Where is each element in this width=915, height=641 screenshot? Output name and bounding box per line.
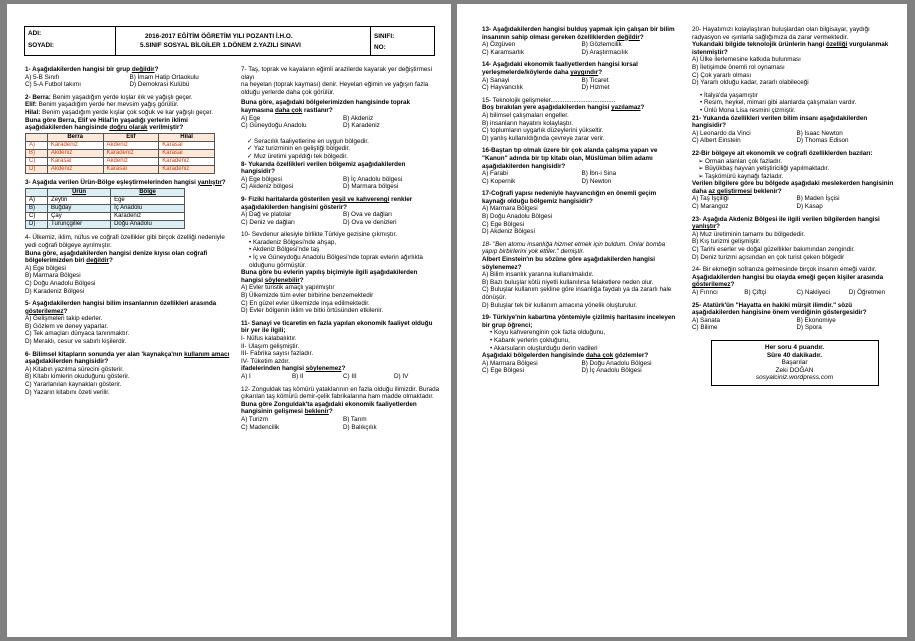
name-label: ADI:: [28, 30, 42, 37]
exam-title-line1: 2016-2017 EĞİTİM ÖĞRETİM YILI POZANTI İ.H.O.: [145, 33, 293, 40]
surname-label: SOYADI:: [28, 42, 55, 49]
exam-page-left: [7, 4, 451, 637]
question-2: 2- Berra: Benim yaşadığım yerde kışlar ılık ve yağışlı geçer. Elif: Benim yaşadığım yerde her mevsim yağış görülür. Hilal: Benim yaşadığım yerde kışlar çok soğuk ve kar yağışlı geçer. Buna göre Berra, Elif ve Hilal'in yaşadığı yerlerin iklimi aşağıdakilerden hangisinde doğru olarak verilmiştir? Berra Elif Hilal A) Karadeniz Akdeniz Karasal B) Akdeniz Karadeniz Karasal C) Karasal Akdeniz Karadeniz D) Akdeniz Karasal Karadeniz: [25, 94, 230, 174]
table-row: D) Turunçgiller Doğu Anadolu: [26, 221, 185, 229]
question-3: 3- Aşağıda verilen Ürün-Bölge eşleştirmelerinden hangisi yanlıştır? Ürün Bölge A) Zeytin Ege B) Buğday İç Anadolu C) Çay Karadeniz D) Turunçgiller Doğu Anadolu: [25, 178, 226, 228]
question-15: 15- Teknolojik gelişmeler..................................... Boş bırakılan yere aşağıdakilerden hangisi yazılamaz? A) bilimsel çalışmaları engeller. B) insanların hayatını kolaylaştır. C) toplumların uygarlık düzeylerini yükseltir. D) yanlış kullanıldığında çevreye zarar verir.: [482, 96, 645, 142]
question-16: 16-Baştan tıp olmak üzere bir çok alanda çalışma yapan ve "Kanun" adında bir tıp kitabı olan, Müslüman bilim adamı aşağıdakilerden hangisidir? A) Farabi B) İbn-i Sina C) Kopernik D) Newton: [482, 147, 658, 185]
table-row: B) Akdeniz Karadeniz Karasal: [26, 149, 215, 157]
class-label: SINIFI:: [374, 33, 395, 40]
exam-header: [24, 26, 435, 56]
table-row: C) Çay Karadeniz: [26, 213, 185, 221]
question-17: 17-Coğrafi yapısı nedeniyle hayvancılığın en önemli geçim kaynağı olduğu bölgemiz hangisidir? A) Marmara Bölgesi B) Doğu Anadolu Bölgesi C) Ege Bölgesi D) Akdeniz Bölgesi: [482, 190, 657, 236]
question-9: 9- Fiziki haritalarda gösterilen yeşil ve kahverengi renkler aşağıdakilerden hangisini gösterir? A) Dağ ve platolar B) Ova ve dağları C) Deniz ve dağları D) Ova ve denizleri: [241, 195, 413, 226]
climate-table: Berra Elif Hilal A) Karadeniz Akdeniz Karasal B) Akdeniz Karadeniz Karasal C) Karasal Akdeniz Karadeniz D) Akdeniz Karasal Karadeniz: [25, 133, 215, 174]
question-12: 12- Zonguldak taş kömürü yataklarının en fazla olduğu ilimizdir. Burada çıkarılan taş kömürü demir-çelik fabrikalarına ham madde olmaktadır. Buna göre Zonguldak'ta aşağıdaki ekonomik faaliyetlerden hangisinin gelişmesi beklenir? A) Turizm B) Tarım C) Madencilik D) Balıkçılık: [241, 385, 440, 431]
question-8: ✓ Seracılık faaliyetlerine en uygun bölgedir. ✓ Yaz turizminin en geliştiği bölgedir. ✓ Muz üretimi yapıldığı tek bölgedir. 8- Yukarıda özellikleri verilen bölgemiz aşağıdakilerden hangisidir? A) Ege bölgesi B) İç Anadolu bölgesi C) Akdeniz bölgesi D) Marmara bölgesi: [241, 138, 441, 191]
question-11: 11- Sanayi ve ticaretin en fazla yapılan ekonomik faaliyet olduğu bir yer ile ilgili; I- Nüfus kalabalıktır. II- Ulaşım gelişmiştir. III- Fabrika sayısı fazladır. IV- Tüketim azdır. ifadelerinden hangisi söylenemez? A) I B) II C) III D) IV: [241, 319, 433, 380]
question-14: 14- Aşağıdaki ekonomik faaliyetlerden hangisi kırsal yerleşmelerde/köylerde daha yaygındır? A) Sanayi B) Ticaret C) Hayvancılık D) Hizmet: [482, 61, 638, 92]
question-20: 20- Hayatımızı kolaylaştıran buluşlardan olan bilgisayar, yaydığı radyasyon ve ışınlarla sağlığımıza da zarar vermektedir. Yukarıdaki bilgide teknolojik ürünlerin hangi özelliği vurgulanmak istenmiştir? A) Ülke ilerlemesine katkıda bulunması B) İletişimde önemli rol oynaması C) Çok yararlı olması D) Yararlı olduğu kadar, zararlı olabileceği: [692, 26, 889, 87]
question-6: 6- Bilimsel kitapların sonunda yer alan 'kaynakça'nın kullanım amacı aşağıdakilerden hangisidir? A) Kitabın yazılma sürecini gösterir. B) Kitabı kimlerin okuduğunu gösterir. C) Yararlanılan kaynakları gösterir. D) Yazarın kitabını özeti verilir.: [25, 350, 230, 396]
option-d: D) Demokrasi Kulübü: [129, 81, 190, 89]
question-7: 7- Taş, toprak ve kayaların eğimli arazilerde kayarak yer değiştirmesi olayı na heyelan (toprak kayması) denir. Heyelan eğimin ve yağışın fazla olduğu yerlerde daha çok görülür. Buna göre, aşağıdaki bölgelerimizden hangisinde toprak kaymasına daha çok rastlanır? A) Ege B) Akdeniz C) Güneydoğu Anadolu D) Karadeniz: [241, 66, 432, 130]
question-4: 4- Ülkemiz, iklim, nüfus ve coğrafi özellikler gibi birçok özelliği nedeniyle yedi coğrafi bölgeye ayrılmıştır. Buna göre, aşağıdakilerden hangisi denize kıyısı olan coğrafi bölgelerimizden biri değildir? A) Ege bölgesi B) Marmara Bölgesi C) Doğu Anadolu Bölgesi D) Karadeniz Bölgesi: [25, 234, 225, 295]
question-1: 1- Aşağıdakilerden hangisi bir grup değildir? A) 5-B Sınıfı B) İmam Hatip Ortaokulu C) 5-A Futbol takımı D) Demokrasi Kulübü: [25, 66, 230, 89]
column-1: [25, 66, 230, 401]
question-24: 24- Bir ekmeğin sofranıza gelmesinde birçok insanın emeği vardır. Aşağıdakilerden hangisi bu olayda emeği geçen kişiler arasında gösterilemez? A) Fırıncı B) Çiftçi C) Nakliyeci D) Öğretmen: [692, 266, 886, 296]
exam-page-right: [457, 4, 907, 637]
question-25: 25- Atatürk'ün "Hayatta en hakiki mürşit ilimdir." sözü aşağıdakilerden hangisine önem verdiğinin göstergesidir? A) Sanata B) Ekonomiye C) Bilime D) Spora: [692, 301, 867, 332]
column-2: [241, 66, 441, 436]
table-row: A) Zeytin Ege: [26, 197, 185, 205]
question-5: 5- Aşağıdakilerden hangisi bilim insanlarının özellikleri arasında gösterilemez? A) Gelişmeleri takip ederler. B) Gözlem ve deney yaparlar. C) Tek amaçları dünyaca tanınmaktır. D) Meraklı, cesur ve sabırlı kişilerdir.: [25, 300, 217, 346]
question-21: • İtalya'da yaşamıştır • Resim, heykel, mimari gibi alanlarda çalışmaları vardır. • Ünlü Mona Lisa resmini çizmiştir. 21- Yukarıda özellikleri verilen bilim insanı aşağıdakilerden hangisidir? A) Leonardo da Vinci B) Isaac Newton C) Albert Einstein D) Thomas Edison: [692, 92, 897, 145]
question-13: 13- Aşağıdakilerden hangisi bulduş yapmak için çalışan bir bilim insanının sahip olması gereken özelliklerden değildir? A) Özgüven B) Gözlemcilik C) Karamsarlık D) Araştırmacılık: [482, 26, 675, 56]
column-3: [482, 26, 677, 380]
question-19: 19- Türkiye'nin kabartma yöntemiyle çizilmiş haritasını inceleyen bir grup öğrenci; • Koyu kahverenginin çok fazla olduğunu, • Kabank yerlerin çokluğunu, • Akarsuların oluşturduğu derin vadileri Aşağıdaki bölgelerden hangisinde daha çok gözlemler? A) Marmara Bölgesi B) Doğu Anadolu Bölgesi C) Ege Bölgesi D) İç Anadolu Bölgesi: [482, 314, 677, 375]
option-c: C) 5-A Futbol takımı: [25, 81, 81, 89]
question-18: 18- "Ben atomu insanlığa hizmet etmek için buldum. Onlar bomba yapıp birbirlerini yok ettiler." demiştir. Albert Einstein'ın bu sözüne göre aşağıdakilerden hangisi söylenemez? A) Bilim insanlık yararına kullanılmalıdır. B) Bazı buluşlar kötü niyetli kullanılırsa felaketlere neden olur. C) Buluşlar kullanım şekline göre insanlığa faydalı ya da zararlı hale dönüşür. D) Buluşlar tek bir kullanım amacına yönelik oluşturulur.: [482, 240, 672, 309]
exam-footer: Her soru 4 puandır. Süre 40 dakikadır. Başarılar Zeki DOĞAN sosyalciniz.wordpress.com: [711, 340, 879, 386]
question-22: 22-Bir bölgeye ait ekonomik ve coğrafi özelliklerden bazıları: ➢ Orman alanları çok fazladır. ➢ Büyükbaş hayvan yetiştiriciliği yapılmaktadır. ➢ Taşkömürü kaynağı fazladır. Verilen bilgilere göre bu bölgede aşağıdaki meslekerden hangisinin daha az geliştirmesi beklenir? A) Taş İşçiliği B) Maden İşçisi C) Marangoz D) Kasap: [692, 150, 897, 211]
question-23: 23- Aşağıda Akdeniz Bölgesi ile ilgili verilen bilgilerden hangisi yanlıştır? A) Muz üretiminin tamamı bu bölgededir. B) Kış turizmi gelişmiştir. C) Tarihi eserler ve doğal güzellikler bakımından zengindir. D) Deniz turizmi açısından en çok turist çeken bölgedir: [692, 215, 880, 261]
option-b: B) İmam Hatip Ortaokulu: [129, 73, 199, 81]
question-10: 10- Sevdenur ailesiyle birlikte Türkiye gezisine çıkmıştır. • Karadeniz Bölgesi'nde ahşap, • Akdeniz Bölgesi'nde taş • İç ve Güneydoğu Anadolu Bölgesi'nde toprak evlerin ağırlıkta olduğunu görmüştür. Buna göre bu evlerin yapılış biçimiyle ilgili aşağıdakilerden hangisi söylenebilir? A) Evler turistik amaçlı yapılmıştır B) Ülkemizde tüm evler birbirine benzemektedir C) En güzel evler ülkemizde inşa edilmektedir. D) Evler bölgenin iklim ve bitki örtüsünden etkilenir.: [241, 231, 441, 315]
table-row: D) Akdeniz Karasal Karadeniz: [26, 165, 215, 173]
table-row: C) Karasal Akdeniz Karadeniz: [26, 157, 215, 165]
option-a: A) 5-B Sınıfı: [25, 73, 60, 81]
column-4: [692, 26, 897, 386]
table-row: A) Karadeniz Akdeniz Karasal: [26, 141, 215, 149]
exam-title-line2: 5.SINIF SOSYAL BİLGİLER 1.DÖNEM 2.YAZILI SINAVI: [140, 42, 301, 49]
number-label: NO:: [374, 44, 386, 51]
product-region-table: Ürün Bölge A) Zeytin Ege B) Buğday İç Anadolu C) Çay Karadeniz D) Turunçgiller Doğu Anadolu: [25, 188, 185, 229]
table-row: B) Buğday İç Anadolu: [26, 205, 185, 213]
